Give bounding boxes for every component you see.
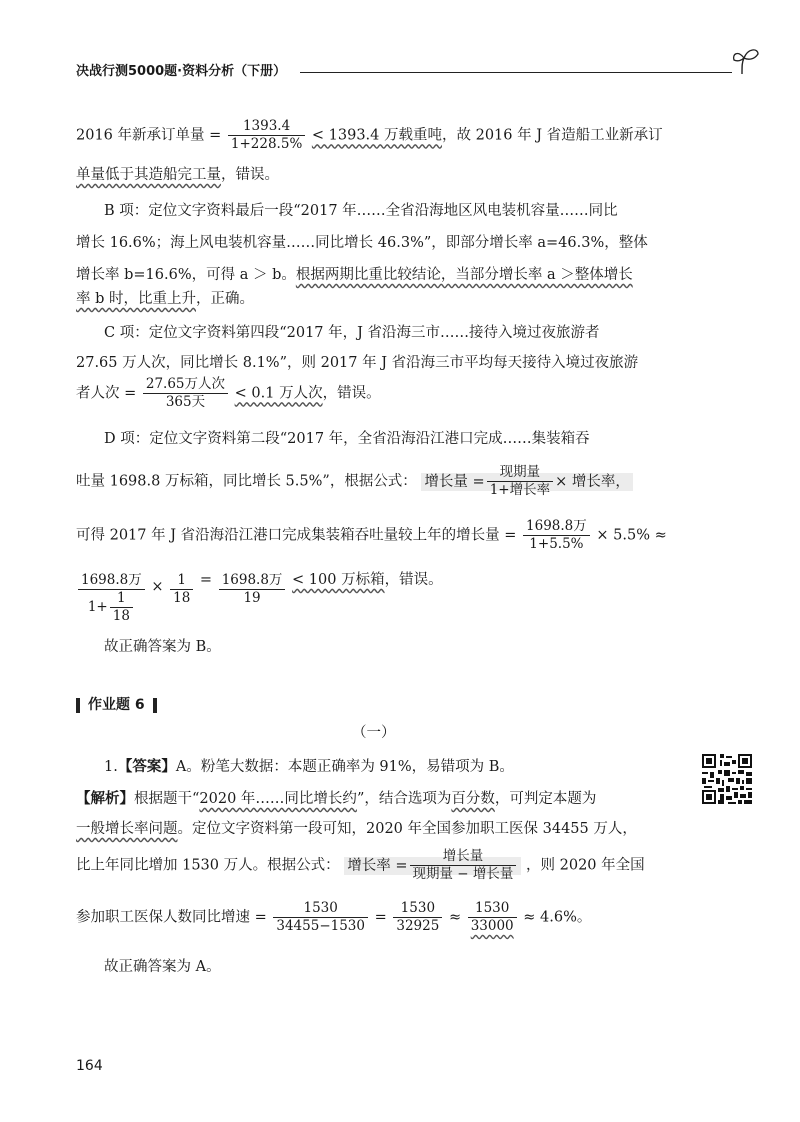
page-number: 164 [76, 1058, 103, 1074]
c2-frac-num: 27.65万人次 [143, 376, 228, 394]
d-f4-den: 19 [243, 590, 261, 606]
d-fraction-2 [78, 572, 145, 625]
c2-line-2: 27.65 万人次，同比增长 8.1%”，则 2017 年 J 省沿海三市平均每天接待入境过夜旅游 [76, 355, 639, 371]
q1-f2-num: 1530 [393, 900, 442, 918]
q1-line-4 [76, 848, 645, 883]
d-line-2 [76, 464, 633, 499]
q1-f1-num: 1530 [273, 900, 368, 918]
q1-approx: ≈ [448, 909, 462, 926]
c2-line3-post-a: < 0.1 万人次 [234, 385, 323, 402]
d-formula-num: 现期量 [487, 464, 553, 482]
q1-answer-label: 【答案】 [117, 758, 176, 775]
d-line4-times: × [151, 579, 164, 595]
d-f3-den: 18 [173, 590, 191, 606]
d-formula [421, 464, 632, 498]
q1-line-3 [76, 814, 637, 844]
section-title: 作业题 6 [88, 697, 145, 713]
d-formula-den: 1+增长率 [489, 482, 551, 498]
d-fraction-1 [523, 518, 590, 553]
answer-2: 故正确答案为 A。 [104, 959, 221, 975]
d-f2-den [78, 590, 145, 625]
d-formula-lhs: 增长量 = [424, 473, 485, 490]
d-f2-den-den: 18 [112, 608, 130, 624]
d-formula-tail: × 增长率， [555, 473, 630, 490]
q1-analysis-label: 【解析】 [76, 790, 134, 807]
q1-fraction-3 [468, 900, 517, 935]
q1-formula-fraction [410, 848, 517, 883]
q1-f1-den: 34455−1530 [276, 918, 365, 934]
b-line4-a: 率 b 时，比重上升 [76, 291, 196, 307]
sprout-icon [728, 46, 762, 76]
d-f2-den-num: 1 [110, 590, 133, 608]
c-frac1-den: 1+228.5% [230, 136, 303, 152]
header-rule [300, 72, 732, 73]
d-f2-den-fraction [110, 590, 133, 625]
c-line1-pre: 2016 年新承订单量 = [76, 127, 222, 144]
q1-formula-lhs: 增长率 = [347, 857, 408, 874]
c-line2-end: ，错误。 [221, 167, 279, 183]
q1-number: 1. [104, 759, 118, 775]
d-f2-num: 1698.8万 [78, 572, 145, 590]
q1-answer-text: A。粉笔大数据：本题正确率为 91%，易错项为 B。 [175, 759, 514, 775]
q1-formula-den: 现期量 − 增长量 [412, 866, 514, 882]
book-title: 决战行测5000题·资料分析（下册） [76, 64, 287, 79]
c2-frac-den: 365天 [165, 394, 206, 410]
q1-line4-pre: 比上年同比增加 1530 万人。根据公式： [76, 857, 340, 874]
c-line-2 [76, 160, 279, 190]
qr-code[interactable] [700, 752, 754, 806]
q1-line2-a: 根据题干“ [134, 791, 200, 807]
q1-line3-b: 。定位文字资料第一段可知，2020 年全国参加职工医保 34455 万人， [177, 821, 637, 837]
q1-line2-wavy1: 2020 年……同比增长约 [199, 791, 357, 807]
d-f3-num: 1 [170, 572, 193, 590]
d-line3-post: × 5.5% ≈ [596, 527, 667, 544]
c-line2: 单量低于其造船完工量 [76, 167, 221, 183]
section-heading [76, 694, 157, 714]
b-line-1: B 项：定位文字资料最后一段“2017 年……全省沿海地区风电装机容量……同比 [104, 203, 618, 219]
d-frac1-den: 1+5.5% [529, 536, 584, 552]
c2-line-1: C 项：定位文字资料第四段“2017 年，J 省沿海三市……接待入境过夜旅游者 [104, 325, 600, 341]
d-line-4 [76, 572, 443, 625]
q1-fraction-2 [393, 900, 442, 935]
c2-line3-post-b: ，错误。 [322, 385, 381, 402]
q1-f3-num: 1530 [468, 900, 517, 918]
q1-line5-pre: 参加职工医保人数同比增速 = [76, 909, 267, 926]
d-line4-eq: = [199, 572, 213, 588]
d-line3-pre: 可得 2017 年 J 省沿海沿江港口完成集装箱吞吐量较上年的增长量 = [76, 527, 517, 544]
c-line1-post-b: ，故 2016 年 J 省造船工业新承订 [442, 127, 663, 144]
c-line1-post-a: < 1393.4 万载重吨 [311, 127, 442, 144]
d-line-1: D 项：定位文字资料第二段“2017 年，全省沿海沿江港口完成……集装箱吞 [104, 431, 590, 447]
c-frac1-num: 1393.4 [228, 118, 305, 136]
q1-fraction-1 [273, 900, 368, 935]
q1-line3-wavy: 一般增长率问题 [76, 821, 178, 837]
c-fraction-1 [228, 118, 305, 153]
d-line2-pre: 吐量 1698.8 万标箱，同比增长 5.5%”，根据公式： [76, 473, 417, 490]
subsection-title: （一） [352, 725, 396, 741]
c2-fraction [143, 376, 228, 411]
section-bar-right [153, 698, 157, 713]
d-frac1-num: 1698.8万 [523, 518, 590, 536]
d-fraction-3 [170, 572, 193, 607]
b-line-2: 增长 16.6%；海上风电装机容量……同比增长 46.3%”，即部分增长率 a=46.3%，整体 [76, 235, 648, 251]
q1-line5-post: ≈ 4.6%。 [523, 909, 592, 926]
c2-line3-pre: 者人次 = [76, 385, 137, 402]
d-line-3 [76, 518, 667, 553]
d-f2-den-a: 1+ [87, 599, 108, 615]
q1-line2-wavy2: 百分数 [451, 791, 495, 807]
b-line-4 [76, 284, 254, 314]
section-bar-left [76, 698, 80, 713]
answer-1: 故正确答案为 B。 [104, 639, 221, 655]
q1-line2-b: ”，结合选项为 [356, 791, 452, 807]
q1-line-5 [76, 900, 591, 935]
b-line3-b: 根据两期比重比较结论，当部分增长率 a ＞整体增长 [295, 267, 633, 283]
c-line-1 [76, 118, 663, 153]
q1-line-2 [76, 784, 596, 814]
b-line4-b: ，正确。 [196, 291, 254, 307]
d-line4-post-b: ，错误。 [384, 572, 443, 588]
q1-line4-post: ，则 2020 年全国 [526, 857, 645, 874]
q1-line2-c: ，可判定本题为 [494, 791, 597, 807]
d-fraction-4 [219, 572, 286, 607]
q1-f3-den: 33000 [470, 918, 514, 934]
b-line3-a: 增长率 b=16.6%，可得 a ＞ b。 [76, 267, 296, 283]
q1-formula-num: 增长量 [410, 848, 517, 866]
d-f4-num: 1698.8万 [219, 572, 286, 590]
c2-line-3 [76, 376, 381, 411]
d-line4-post-a: < 100 万标箱 [292, 572, 385, 588]
q1-f2-den: 32925 [396, 918, 440, 934]
q1-eq: = [374, 909, 387, 926]
q1-formula [344, 848, 521, 882]
d-formula-fraction [487, 464, 553, 499]
q1-line-1 [104, 752, 514, 782]
